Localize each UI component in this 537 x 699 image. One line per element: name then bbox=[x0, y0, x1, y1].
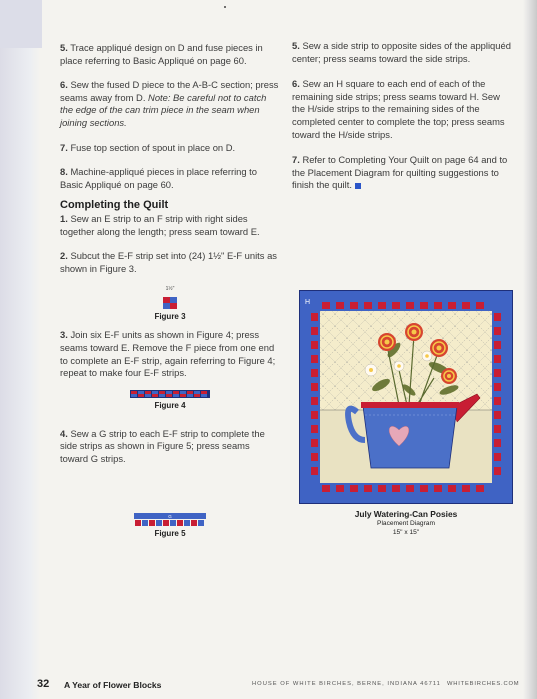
border-check bbox=[392, 485, 400, 492]
strip-cell bbox=[180, 391, 186, 394]
strip-cell bbox=[170, 520, 176, 526]
page-corner-shadow bbox=[0, 0, 42, 48]
strip-cell bbox=[198, 520, 204, 526]
border-check bbox=[494, 411, 501, 419]
caption-title: July Watering-Can Posies bbox=[354, 509, 458, 519]
border-check bbox=[364, 302, 372, 309]
right-column bbox=[292, 40, 514, 204]
completing-step-3: 3. Join six E-F units as shown in Figure 4; press seams toward E. Remove the F piece from one end to complete an E-F strip, again referring to Figure 4; repeat to make four E-F strips. bbox=[60, 329, 276, 379]
strip-cell bbox=[152, 394, 158, 397]
completing-step-2: 2. Subcut the E-F strip set into (24) 1½" E-F units as shown in Figure 3. bbox=[60, 250, 277, 274]
corner-h-bl bbox=[300, 483, 320, 503]
border-check bbox=[311, 313, 318, 321]
strip-cell bbox=[135, 520, 141, 526]
g-strip-letter: G bbox=[168, 514, 172, 519]
border-check bbox=[476, 485, 484, 492]
step-5: 5. Trace appliqué design on D and fuse pieces in place referring to Basic Appliqué on page 60. bbox=[60, 42, 263, 66]
page-binding-shadow bbox=[523, 0, 537, 699]
strip-cell bbox=[166, 394, 172, 397]
border-check bbox=[420, 485, 428, 492]
caption-size: 15" x 15" bbox=[392, 529, 420, 536]
daisy-1 bbox=[365, 364, 377, 376]
step-7: 7. Fuse top section of spout in place on D. bbox=[60, 141, 236, 153]
figure-4-strip-diagram bbox=[130, 390, 210, 398]
right-step-5: 5. Sew a side strip to opposite sides of the appliquéd center; press seams toward the side strips. bbox=[292, 40, 511, 64]
publisher-line: HOUSE OF WHITE BIRCHES, BERNE, INDIANA 46711 bbox=[252, 681, 441, 687]
border-check bbox=[476, 302, 484, 309]
border-check bbox=[311, 425, 318, 433]
can-rim bbox=[361, 402, 459, 408]
strip-cell bbox=[194, 394, 200, 397]
border-check bbox=[311, 355, 318, 363]
unit-blue-square bbox=[170, 297, 177, 303]
border-check bbox=[378, 302, 386, 309]
right-step-6: 6. Sew an H square to each end of each of the remaining side strips; press seams toward H. Sew the H/side strips to the remaining sides of the completed center to complete the top; press seams toward the H/side strips. bbox=[292, 78, 505, 140]
end-mark-icon bbox=[355, 183, 361, 189]
border-check bbox=[434, 302, 442, 309]
quilt-caption bbox=[299, 509, 513, 537]
border-check bbox=[494, 383, 501, 391]
corner-h-br bbox=[492, 483, 512, 503]
border-check bbox=[448, 485, 456, 492]
strip-cell bbox=[149, 520, 155, 526]
border-check bbox=[494, 453, 501, 461]
unit-blue-square-2 bbox=[163, 303, 170, 309]
caption-subtitle: Placement Diagram bbox=[377, 520, 435, 527]
unit-red-square bbox=[163, 297, 170, 303]
border-check bbox=[322, 302, 330, 309]
border-check bbox=[311, 327, 318, 335]
figure-5-label: Figure 5 bbox=[154, 529, 186, 538]
strip-cell bbox=[156, 520, 162, 526]
daisy-2 bbox=[422, 351, 432, 361]
flower-1 bbox=[378, 333, 396, 351]
border-check bbox=[420, 302, 428, 309]
corner-h-tr bbox=[492, 291, 512, 311]
print-mark bbox=[224, 6, 226, 8]
border-check bbox=[322, 485, 330, 492]
figure-3-dimension: 1½" bbox=[165, 286, 175, 293]
step-6: 6. Sew the fused D piece to the A-B-C section; press seams away from D. Note: Be careful not to catch the edge of the can trim piece in the seam when joining sections. bbox=[60, 79, 279, 128]
border-check bbox=[311, 467, 318, 475]
left-column bbox=[60, 42, 280, 477]
strip-cell bbox=[201, 394, 207, 397]
border-check bbox=[462, 485, 470, 492]
strip-cell bbox=[201, 391, 207, 394]
figure-3-label: Figure 3 bbox=[154, 311, 186, 321]
strip-cell bbox=[194, 391, 200, 394]
figure-3 bbox=[60, 283, 280, 319]
border-check bbox=[350, 302, 358, 309]
step-8: 8. Machine-appliqué pieces in place referring to Basic Appliqué on page 60. bbox=[60, 166, 258, 190]
border-check bbox=[494, 341, 501, 349]
border-check bbox=[434, 485, 442, 492]
daisy-3 bbox=[394, 361, 404, 371]
figure-4-label: Figure 4 bbox=[154, 400, 186, 410]
border-check bbox=[494, 397, 501, 405]
strip-cell bbox=[173, 394, 179, 397]
section-heading: Completing the Quilt bbox=[60, 199, 169, 212]
book-title: A Year of Flower Blocks bbox=[64, 680, 162, 690]
border-check bbox=[494, 425, 501, 433]
border-check bbox=[494, 439, 501, 447]
border-check bbox=[311, 397, 318, 405]
completing-step-1: 1. Sew an E strip to an F strip with right sides together along the length; press seam toward E. bbox=[60, 212, 260, 237]
border-check bbox=[462, 302, 470, 309]
border-check bbox=[364, 485, 372, 492]
border-check bbox=[406, 485, 414, 492]
strip-cell bbox=[173, 391, 179, 394]
flower-3 bbox=[430, 339, 448, 357]
strip-cell bbox=[145, 394, 151, 397]
step-6-note: Note: Be careful not to catch the edge of the can trim piece in the seam when joining sections. bbox=[60, 91, 267, 128]
border-check bbox=[494, 369, 501, 377]
flower-4 bbox=[441, 368, 457, 384]
strip-cell bbox=[152, 391, 158, 394]
strip-cell bbox=[177, 520, 183, 526]
strip-cell bbox=[180, 394, 186, 397]
strip-cell bbox=[163, 520, 169, 526]
border-check bbox=[392, 302, 400, 309]
corner-letter: H bbox=[305, 299, 311, 306]
border-check bbox=[378, 485, 386, 492]
page-left-edge bbox=[0, 0, 40, 699]
strip-cell bbox=[142, 520, 148, 526]
strip-cell bbox=[191, 520, 197, 526]
figure-5 bbox=[60, 513, 280, 543]
border-check bbox=[494, 355, 501, 363]
border-check bbox=[336, 485, 344, 492]
strip-cell bbox=[187, 391, 193, 394]
strip-cell bbox=[159, 394, 165, 397]
strip-cell bbox=[187, 394, 193, 397]
strip-cell bbox=[131, 394, 137, 397]
figure-4 bbox=[60, 390, 280, 420]
strip-cell bbox=[138, 391, 144, 394]
border-check bbox=[406, 302, 414, 309]
border-check bbox=[311, 369, 318, 377]
right-step-7: 7. Refer to Completing Your Quilt on page 64 and to the Placement Diagram for quilting suggestions to finish the quilt. bbox=[292, 154, 508, 191]
figure-3-unit-diagram bbox=[163, 297, 177, 309]
border-check bbox=[494, 313, 501, 321]
border-check bbox=[448, 302, 456, 309]
border-check bbox=[311, 439, 318, 447]
strip-cell bbox=[138, 394, 144, 397]
flower-2 bbox=[405, 323, 423, 341]
border-check bbox=[350, 485, 358, 492]
border-check bbox=[494, 467, 501, 475]
border-check bbox=[311, 341, 318, 349]
strip-cell bbox=[159, 391, 165, 394]
border-check bbox=[494, 327, 501, 335]
website: WHITEBIRCHES.COM bbox=[447, 681, 520, 687]
border-check bbox=[311, 453, 318, 461]
strip-cell bbox=[131, 391, 137, 394]
page-number: 32 bbox=[37, 678, 50, 690]
strip-cell bbox=[184, 520, 190, 526]
unit-red-square-2 bbox=[170, 303, 177, 309]
strip-cell bbox=[145, 391, 151, 394]
border-check bbox=[311, 383, 318, 391]
strip-cell bbox=[166, 391, 172, 394]
figure-5-strip-diagram bbox=[134, 513, 206, 527]
quilt-svg bbox=[299, 290, 513, 504]
border-check bbox=[311, 411, 318, 419]
border-check bbox=[336, 302, 344, 309]
completing-step-4: 4. Sew a G strip to each E-F strip to complete the side strips as shown in Figure 5; press seams toward G strips. bbox=[60, 427, 265, 464]
quilt-placement-diagram bbox=[299, 290, 513, 504]
